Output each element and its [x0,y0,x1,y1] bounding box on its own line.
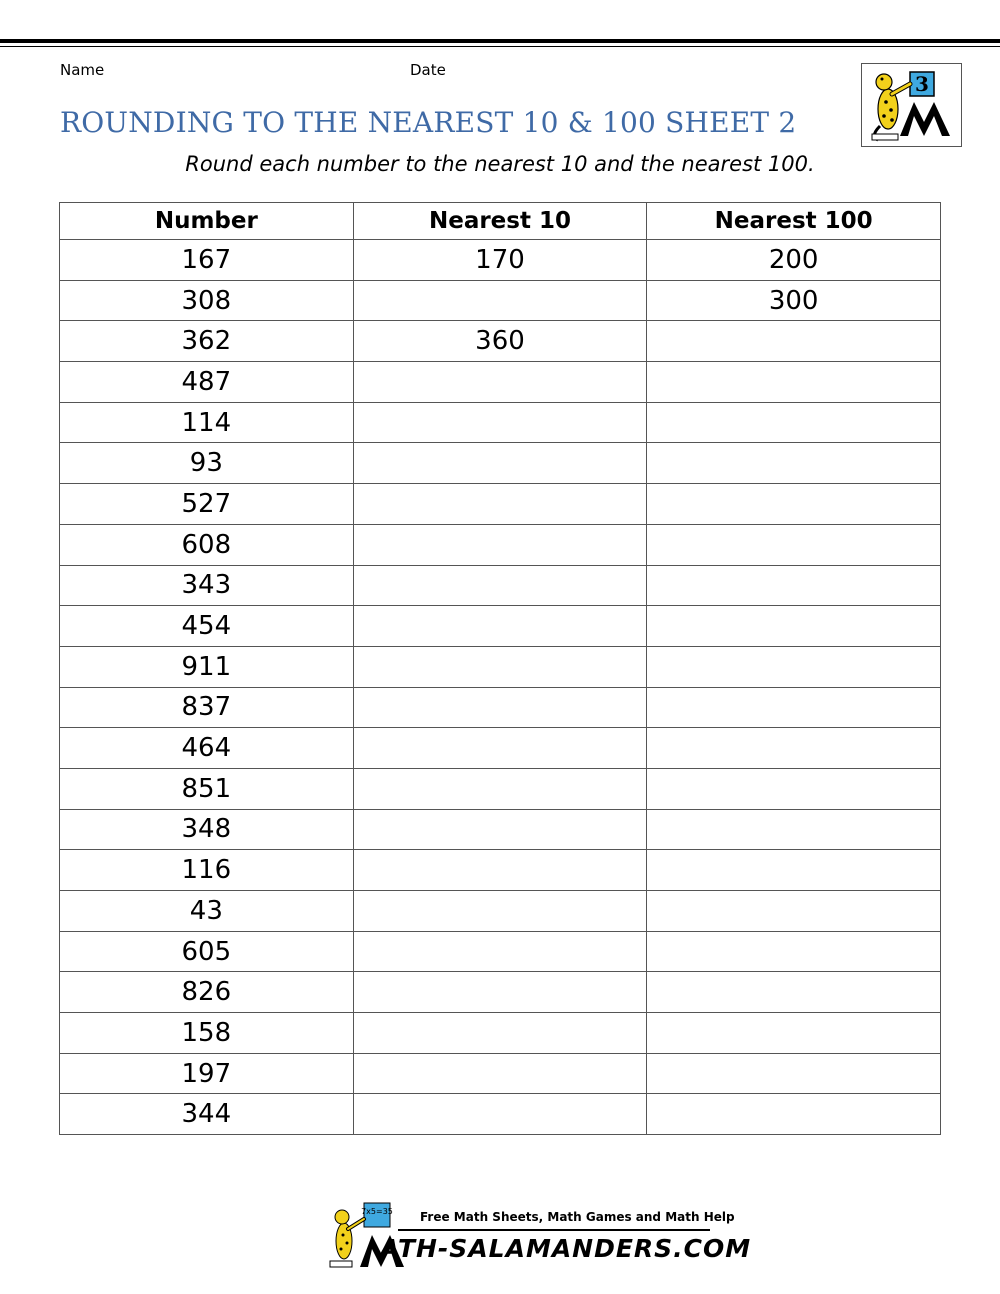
footer-tagline: Free Math Sheets, Math Games and Math Help [420,1210,735,1224]
nearest-100-cell[interactable] [647,321,941,362]
nearest-10-cell[interactable] [353,687,647,728]
nearest-10-cell[interactable] [353,565,647,606]
number-cell: 527 [60,484,354,525]
table-row [60,565,941,606]
table-row [60,362,941,403]
nearest-10-cell[interactable] [353,443,647,484]
number-cell: 114 [60,402,354,443]
date-label: Date [410,61,446,79]
number-cell: 487 [60,362,354,403]
number-cell: 197 [60,1053,354,1094]
nearest-100-cell[interactable]: 300 [647,280,941,321]
nearest-100-cell[interactable] [647,565,941,606]
nearest-100-cell[interactable]: 200 [647,240,941,281]
number-cell: 608 [60,524,354,565]
nearest-10-cell[interactable]: 360 [353,321,647,362]
table-row [60,850,941,891]
grade-logo [861,63,962,147]
nearest-100-cell[interactable] [647,646,941,687]
number-cell: 911 [60,646,354,687]
footer-site-link[interactable]: ATH-SALAMANDERS.COM [380,1234,752,1263]
nearest-100-cell[interactable] [647,931,941,972]
nearest-100-cell[interactable] [647,687,941,728]
worksheet-instructions: Round each number to the nearest 10 and the nearest 100. [185,152,815,176]
table-header-row [60,203,941,240]
table-row [60,280,941,321]
table-row [60,1053,941,1094]
nearest-100-cell[interactable] [647,1013,941,1054]
number-cell: 116 [60,850,354,891]
table-row [60,728,941,769]
number-cell: 43 [60,891,354,932]
number-cell: 605 [60,931,354,972]
nearest-100-cell[interactable] [647,362,941,403]
column-header-nearest-100: Nearest 100 [647,203,941,240]
table-row [60,1013,941,1054]
nearest-100-cell[interactable] [647,524,941,565]
rounding-table [59,202,941,1135]
number-cell: 343 [60,565,354,606]
number-cell: 362 [60,321,354,362]
nearest-100-cell[interactable] [647,443,941,484]
nearest-10-cell[interactable] [353,402,647,443]
nearest-100-cell[interactable] [647,728,941,769]
footer-divider [398,1229,710,1231]
number-cell: 454 [60,606,354,647]
nearest-10-cell[interactable] [353,1013,647,1054]
nearest-100-cell[interactable] [647,484,941,525]
nearest-10-cell[interactable] [353,728,647,769]
nearest-10-cell[interactable] [353,891,647,932]
table-row [60,443,941,484]
nearest-100-cell[interactable] [647,402,941,443]
table-row [60,240,941,281]
table-row [60,606,941,647]
nearest-10-cell[interactable] [353,280,647,321]
number-cell: 348 [60,809,354,850]
nearest-10-cell[interactable] [353,646,647,687]
table-row [60,891,941,932]
number-cell: 158 [60,1013,354,1054]
nearest-100-cell[interactable] [647,606,941,647]
nearest-10-cell[interactable] [353,362,647,403]
number-cell: 167 [60,240,354,281]
grade-number: 3 [915,72,929,96]
nearest-10-cell[interactable] [353,972,647,1013]
nearest-100-cell[interactable] [647,1053,941,1094]
number-cell: 826 [60,972,354,1013]
number-cell: 344 [60,1094,354,1135]
number-cell: 464 [60,728,354,769]
number-cell: 851 [60,768,354,809]
nearest-10-cell[interactable] [353,768,647,809]
table-row [60,402,941,443]
table-row [60,484,941,525]
number-cell: 93 [60,443,354,484]
table-row [60,524,941,565]
nearest-10-cell[interactable] [353,809,647,850]
nearest-10-cell[interactable] [353,850,647,891]
nearest-10-cell[interactable] [353,524,647,565]
column-header-number: Number [60,203,354,240]
nearest-10-cell[interactable]: 170 [353,240,647,281]
name-label: Name [60,61,105,79]
nearest-10-cell[interactable] [353,606,647,647]
table-row [60,321,941,362]
nearest-100-cell[interactable] [647,850,941,891]
table-row [60,687,941,728]
footer-sign-text: 7x5=35 [361,1207,393,1216]
nearest-10-cell[interactable] [353,1094,647,1135]
number-cell: 308 [60,280,354,321]
table-row [60,1094,941,1135]
salamander-icon [862,64,961,146]
column-header-nearest-10: Nearest 10 [353,203,647,240]
top-rule-thick [0,39,1000,43]
table-row [60,646,941,687]
nearest-100-cell[interactable] [647,809,941,850]
nearest-100-cell[interactable] [647,891,941,932]
nearest-100-cell[interactable] [647,768,941,809]
top-rule-thin [0,46,1000,47]
nearest-10-cell[interactable] [353,484,647,525]
number-cell: 837 [60,687,354,728]
nearest-100-cell[interactable] [647,1094,941,1135]
nearest-10-cell[interactable] [353,931,647,972]
worksheet-title: ROUNDING TO THE NEAREST 10 & 100 SHEET 2 [60,106,797,139]
nearest-10-cell[interactable] [353,1053,647,1094]
table-row [60,809,941,850]
nearest-100-cell[interactable] [647,972,941,1013]
table-row [60,768,941,809]
table-row [60,972,941,1013]
table-row [60,931,941,972]
